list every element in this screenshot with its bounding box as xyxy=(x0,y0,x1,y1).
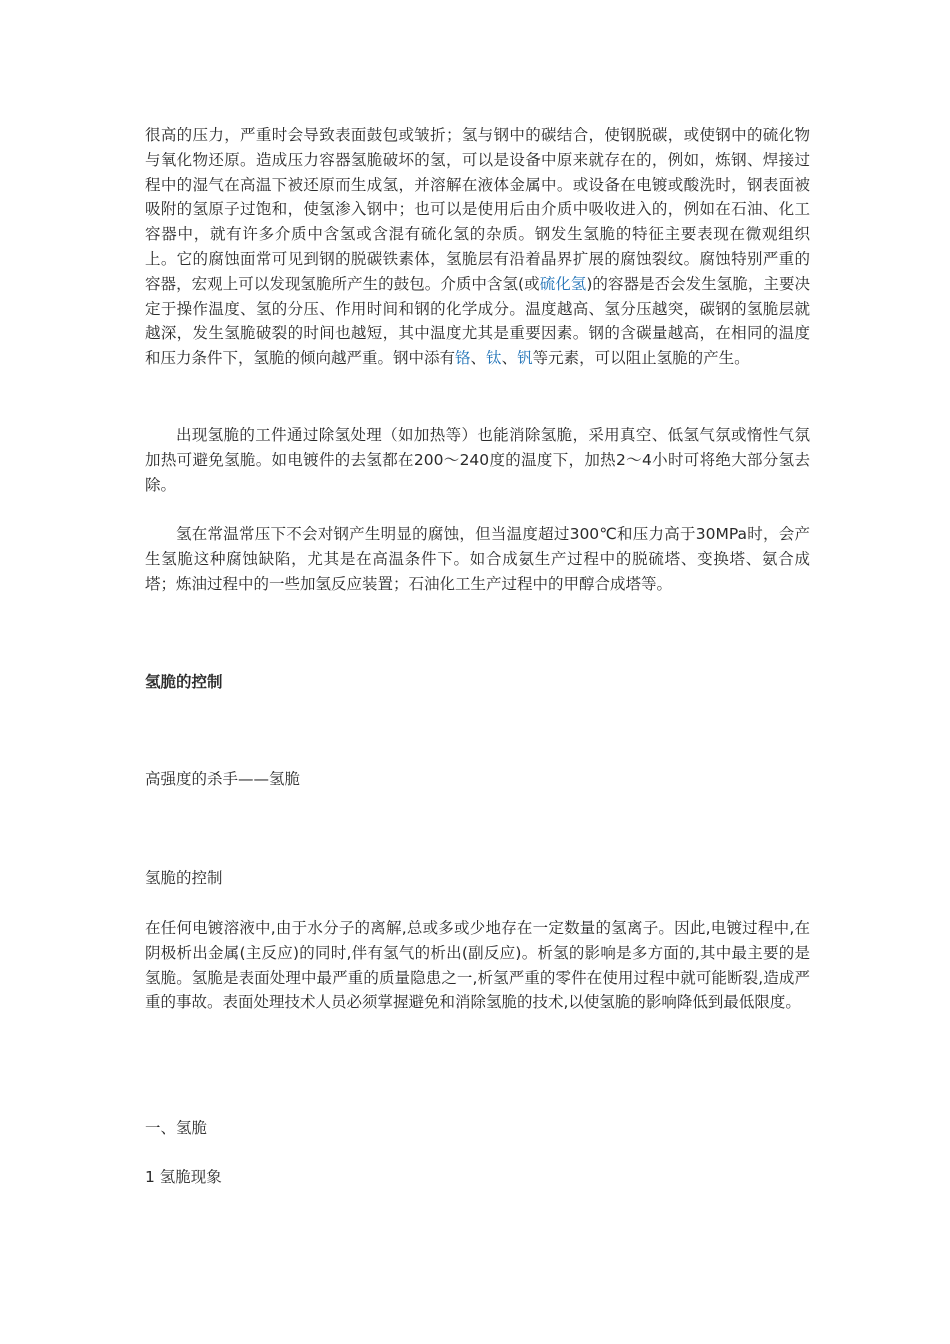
paragraph-electroplating-hydrogen: 在任何电镀溶液中,由于水分子的离解,总或多或少地存在一定数量的氢离子。因此,电镀过程中,在阴极析出金属(主反应)的同时,伴有氢气的析出(副反应)。析氢的影响是多方面的,其中最主要的是氢脆。氢脆是表面处理中最严重的质量隐患之一,析氢严重的零件在使用过程中就可能断裂,造成严重的事故。表面处理技术人员必须掌握避免和消除氢脆的技术,以使氢脆的影响降低到最低限度。 xyxy=(145,919,810,1012)
link-chromium[interactable]: 铬 xyxy=(455,349,471,368)
paragraph-dehydrogenation: 出现氢脆的工件通过除氢处理（如加热等）也能消除氢脆，采用真空、低氢气氛或惰性气氛加热可避免氢脆。如电镀件的去氢都在200～240度的温度下，加热2～4小时可将绝大部分氢去除。 xyxy=(145,426,810,494)
link-hydrogen-sulfide[interactable]: 硫化氢 xyxy=(539,274,587,293)
separator: 、 xyxy=(470,349,487,368)
separator: 、 xyxy=(501,349,518,368)
paragraph-text: 很高的压力，严重时会导致表面鼓包或皱折；氢与钢中的碳结合，使钢脱碳，或使钢中的硫化物与氧化物还原。造成压力容器氢脆破坏的氢，可以是设备中原来就存在的，例如，炼钢、焊接过程中的湿气在高温下被还原而生成氢，并溶解在液体金属中。或设备在电镀或酸洗时，钢表面被吸附的氢原子过饱和，使氢渗入钢中；也可以是使用后由介质中吸收进入的，例如在石油、化工容器中，就有许多介质中含氢或含混有硫化氢的杂质。钢发生氢脆的特征主要表现在微观组织上。它的腐蚀面常可见到钢的脱碳铁素体，氢脆层有沿着晶界扩展的腐蚀裂纹。腐蚀特别严重的容器，宏观上可以发现氢脆所产生的鼓包。介质中含氢(或 xyxy=(145,126,810,293)
paragraph-high-temperature-corrosion: 氢在常温常压下不会对钢产生明显的腐蚀，但当温度超过300℃和压力高于30MPa时，会产生氢脆这种腐蚀缺陷，尤其是在高温条件下。如合成氨生产过程中的脱硫塔、变换塔、氨合成塔；炼油过程中的一些加氢反应装置；石油化工生产过程中的甲醇合成塔等。 xyxy=(145,525,810,593)
paragraph-hydrogen-embrittlement-causes xyxy=(145,123,810,371)
paragraph-text: )的容器是否会发生氢脆，主要决定于操作温度、氢的分压、作用时间和钢的化学成分。温度越高、氢分压越突，碳钢的氢脆层就越深，发生氢脆破裂的时间也越短，其中温度尤其是重要因素。钢的含碳量越高，在相同的温度和压力条件下，氢脆的倾向越严重。钢中添有 xyxy=(145,274,810,368)
heading-high-strength-killer: 高强度的杀手——氢脆 xyxy=(145,770,301,788)
heading-hydrogen-embrittlement-control: 氢脆的控制 xyxy=(145,673,223,691)
paragraph-text: 等元素，可以阻止氢脆的产生。 xyxy=(532,349,750,368)
section-heading-hydrogen-embrittlement: 一、氢脆 xyxy=(145,1119,208,1137)
heading-control: 氢脆的控制 xyxy=(145,869,223,887)
link-titanium[interactable]: 钛 xyxy=(486,349,502,368)
link-vanadium[interactable]: 钒 xyxy=(517,349,533,368)
subsection-heading-phenomenon: 1 氢脆现象 xyxy=(145,1168,222,1186)
